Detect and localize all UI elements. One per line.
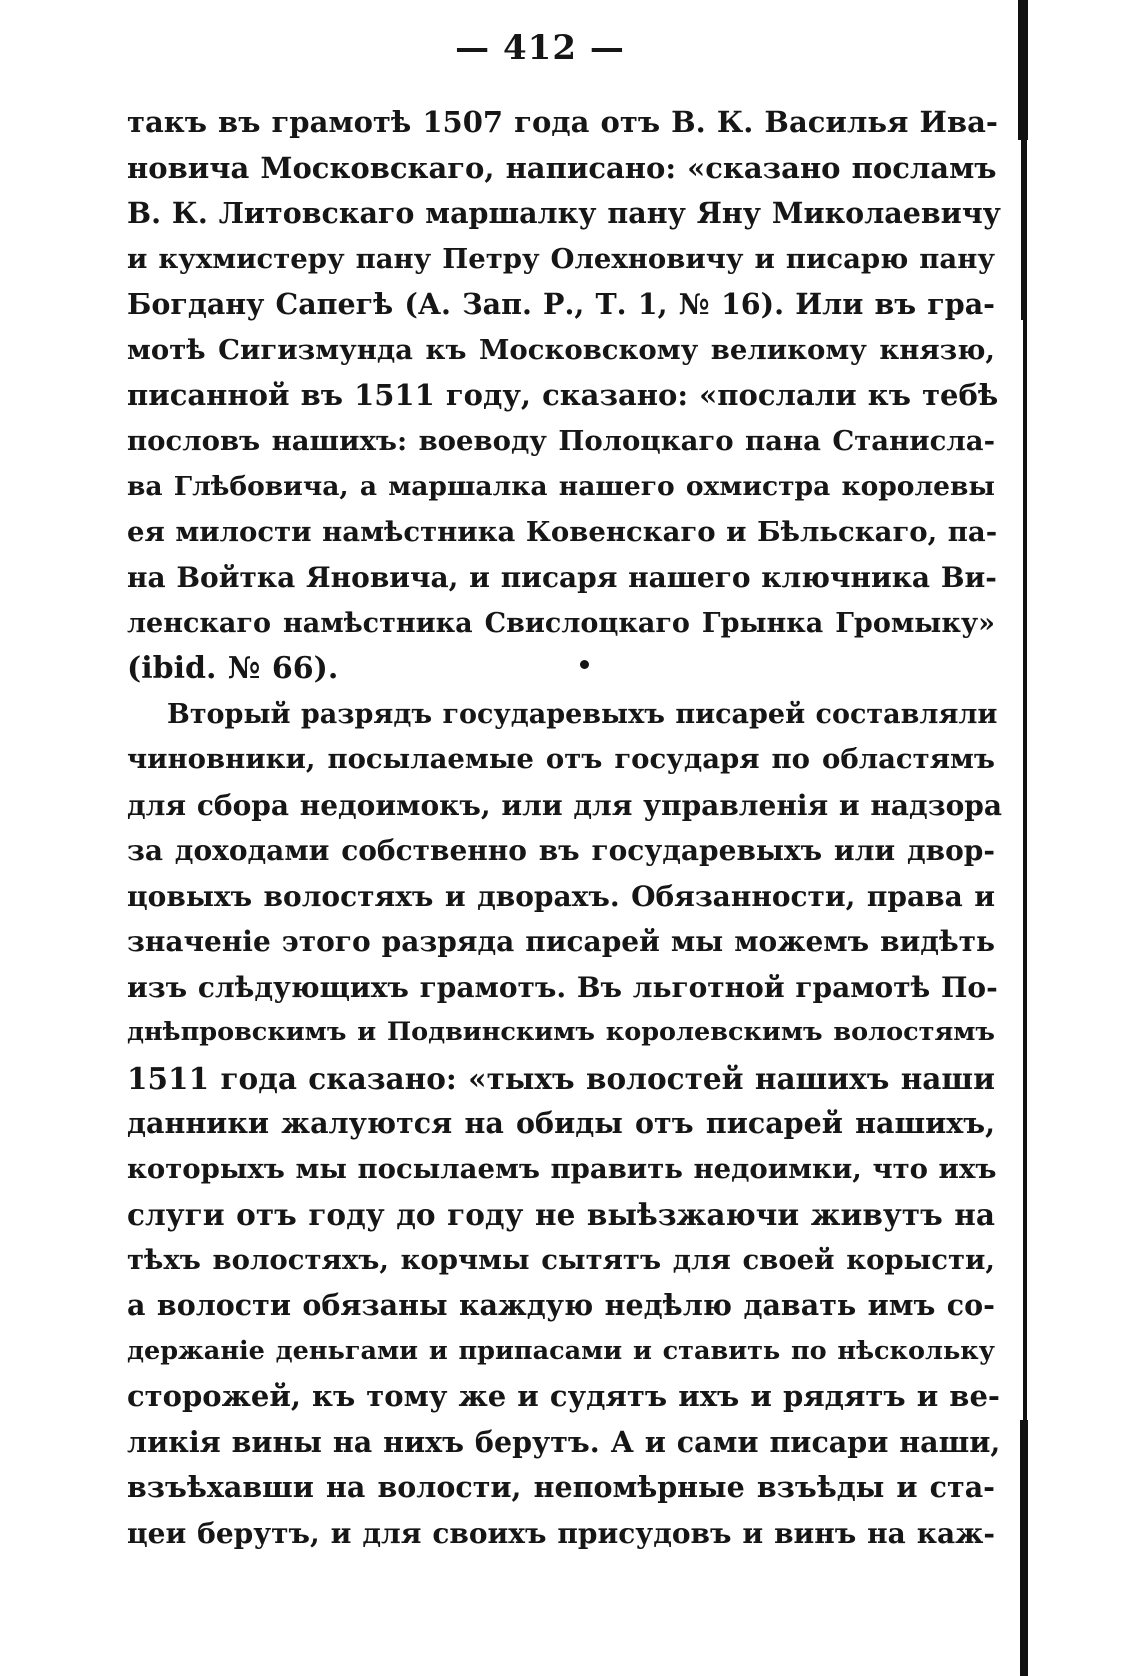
text-line: держаніе деньгами и припасами и ставить по нѣскольку xyxy=(127,1335,995,1366)
text-line: ленскаго намѣстника Свислоцкаго Грынка Громыку» xyxy=(127,607,995,639)
text-line: слуги отъ году до году не выѣзжаючи живутъ на xyxy=(127,1197,995,1232)
text-line: сторожей, къ тому же и судятъ ихъ и рядятъ и ве- xyxy=(127,1379,1000,1413)
text-line: для сбора недоимокъ, или для управленія и надзора xyxy=(127,788,1002,822)
text-line: взъѣхавши на волости, непомѣрные взъѣды и ста- xyxy=(127,1470,995,1504)
text-line: значеніе этого разряда писарей мы можемъ видѣть xyxy=(127,925,995,958)
text-line: цовыхъ волостяхъ и дворахъ. Обязанности, права и xyxy=(127,879,995,913)
text-line: новича Московскаго, написано: «сказано посламъ xyxy=(127,150,997,185)
text-line: пословъ нашихъ: воеводу Полоцкаго пана Станисла- xyxy=(127,424,995,457)
binding-edge-shadow xyxy=(1023,320,1027,1420)
text-line: днѣпровскимъ и Подвинскимъ королевскимъ волостямъ xyxy=(127,1017,995,1047)
text-line: тѣхъ волостяхъ, корчмы сытятъ для своей корысти, xyxy=(127,1243,995,1276)
text-line: ликія вины на нихъ берутъ. А и сами писари наши, xyxy=(127,1424,1001,1459)
page-number: — 412 — xyxy=(455,28,625,68)
binding-edge-shadow xyxy=(1020,1420,1028,1676)
text-line: цеи берутъ, и для своихъ присудовъ и винъ на каж- xyxy=(127,1516,995,1550)
binding-edge-shadow xyxy=(1021,140,1027,320)
text-line: чиновники, посылаемые отъ государя по областямъ xyxy=(127,743,995,775)
binding-edge-shadow xyxy=(1018,0,1028,140)
text-line: а волости обязаны каждую недѣлю давать имъ со- xyxy=(127,1288,995,1322)
text-line: которыхъ мы посылаемъ править недоимки, что ихъ xyxy=(127,1152,997,1185)
text-line: 1511 года сказано: «тыхъ волостей нашихъ наши xyxy=(127,1060,995,1096)
body-text xyxy=(127,100,1002,1556)
text-line: ва Глѣбовича, а маршалка нашего охмистра королевы xyxy=(127,471,995,502)
text-line: мотѣ Сигизмунда къ Московскому великому князю, xyxy=(127,333,995,366)
text-line: (ibid. № 66). xyxy=(127,651,339,686)
ink-speck xyxy=(580,660,589,669)
text-line: писанной въ 1511 году, сказано: «послали къ тебѣ xyxy=(127,378,999,412)
text-line: на Войтка Яновича, и писаря нашего ключника Ви- xyxy=(127,561,997,594)
text-line: за доходами собственно въ государевыхъ или двор- xyxy=(127,834,995,867)
text-line: изъ слѣдующихъ грамотъ. Въ льготной грамотѣ По- xyxy=(127,970,998,1004)
text-line: такъ въ грамотѣ 1507 года отъ В. К. Василья Ива- xyxy=(127,105,998,139)
text-line: Богдану Сапегѣ (А. Зап. Р., Т. 1, № 16). Или въ гра- xyxy=(127,287,995,321)
text-line: и кухмистеру пану Петру Олехновичу и писарю пану xyxy=(127,242,995,275)
text-line: данники жалуются на обиды отъ писарей нашихъ, xyxy=(127,1106,995,1140)
paragraph-start-line: Вторый разрядъ государевыхъ писарей составляли xyxy=(167,698,998,730)
text-line: ея милости намѣстника Ковенскаго и Бѣльскаго, па- xyxy=(127,515,998,548)
text-line: В. К. Литовскаго маршалку пану Яну Миколаевичу xyxy=(127,196,1001,230)
